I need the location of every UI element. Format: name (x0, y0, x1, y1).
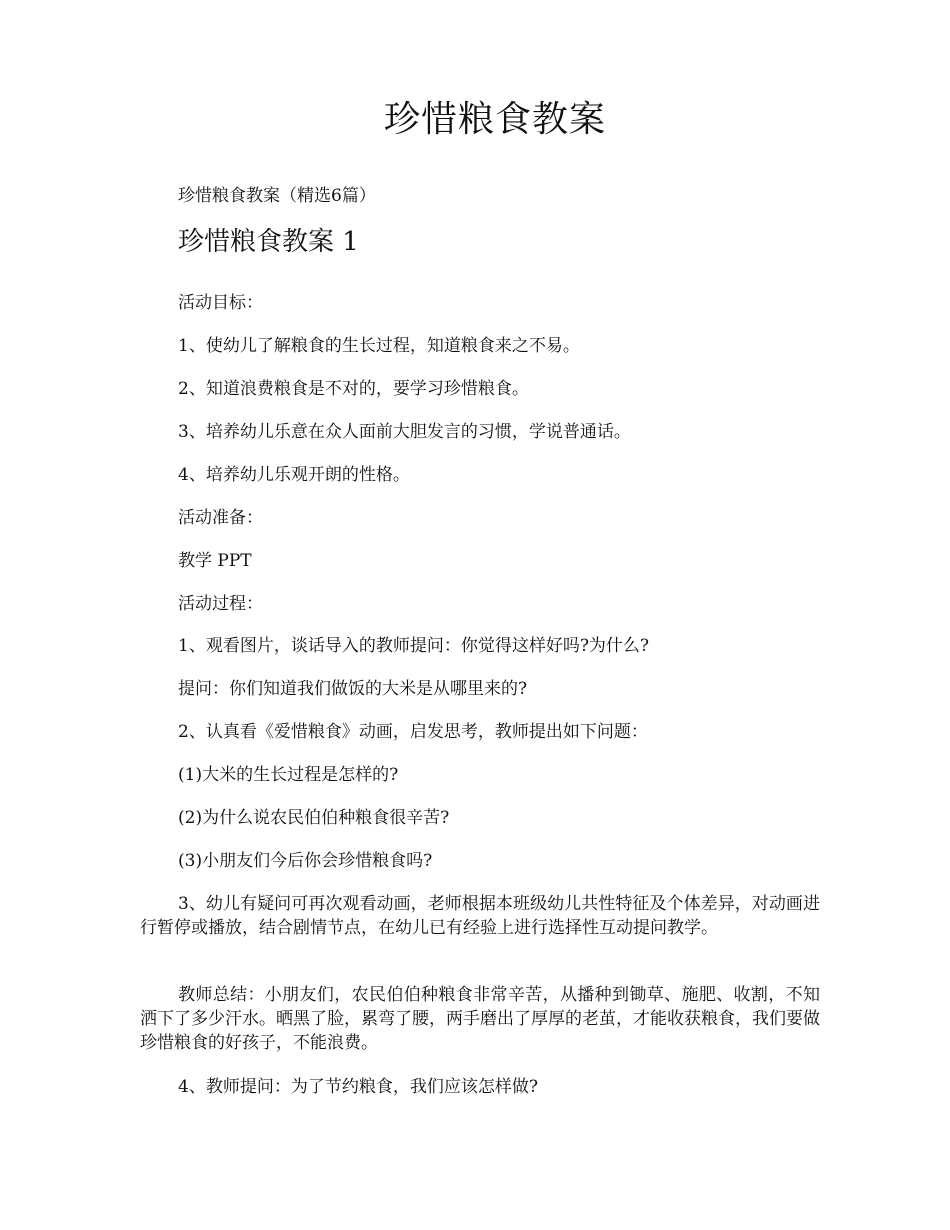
process-step: 4、教师提问：为了节约粮食，我们应该怎样做? (178, 1077, 538, 1097)
process-question: 提问：你们知道我们做饭的大米是从哪里来的? (178, 679, 528, 699)
document-subtitle: 珍惜粮食教案（精选6篇） (178, 186, 376, 206)
objectives-label: 活动目标： (178, 293, 263, 313)
objective-item: 4、培养幼儿乐观开朗的性格。 (178, 465, 410, 485)
objective-item: 3、培养幼儿乐意在众人面前大胆发言的习惯，学说普通话。 (178, 422, 631, 442)
preparation-item: 教学 PPT (178, 551, 252, 571)
preparation-label: 活动准备： (178, 508, 263, 528)
process-paragraph: 3、幼儿有疑问可再次观看动画，老师根据本班级幼儿共性特征及个体差异，对动画进行暂停或播放，结合剧情节点，在幼儿已有经验上进行选择性互动提问教学。 (140, 894, 820, 938)
process-question: (2)为什么说农民伯伯种粮食很辛苦? (178, 808, 450, 828)
process-step: 2、认真看《爱惜粮食》动画，启发思考，教师提出如下问题： (178, 722, 648, 742)
objective-item: 2、知道浪费粮食是不对的，要学习珍惜粮食。 (178, 379, 529, 399)
process-question: (3)小朋友们今后你会珍惜粮食吗? (178, 851, 433, 871)
process-label: 活动过程： (178, 594, 263, 614)
process-question: (1)大米的生长过程是怎样的? (178, 765, 399, 785)
teacher-summary-paragraph: 教师总结：小朋友们，农民伯伯种粮食非常辛苦，从播种到锄草、施肥、收割，不知洒下了多少汗水。晒黑了脸，累弯了腰，两手磨出了厚厚的老茧，才能收获粮食，我们要做珍惜粮食的好孩子，不能浪费。 (140, 985, 820, 1053)
objective-item: 1、使幼儿了解粮食的生长过程，知道粮食来之不易。 (178, 336, 580, 356)
document-title: 珍惜粮食教案 (383, 99, 606, 140)
section-heading: 珍惜粮食教案 1 (178, 227, 359, 257)
process-step: 1、观看图片，谈话导入的教师提问：你觉得这样好吗?为什么? (178, 636, 650, 656)
